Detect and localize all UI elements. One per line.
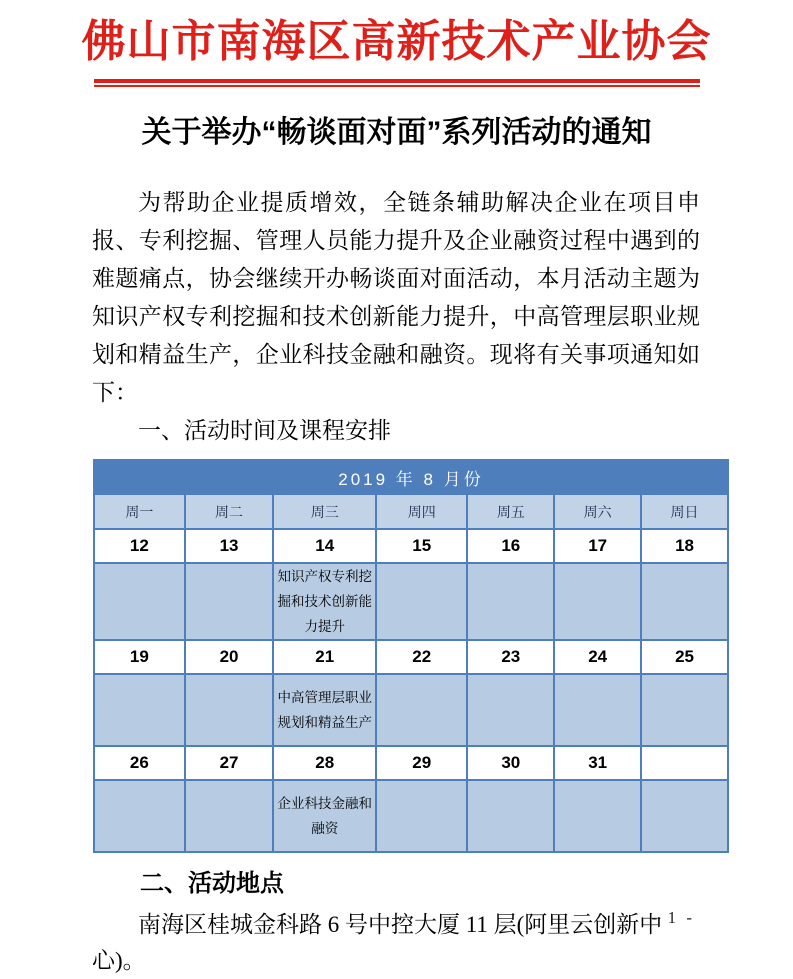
event-cell-empty xyxy=(641,674,728,746)
event-cell-empty xyxy=(641,563,728,640)
intro-paragraph: 为帮助企业提质增效，全链条辅助解决企业在项目申报、专利挖掘、管理人员能力提升及企业融资过程中遇到的难题痛点，协会继续开办畅谈面对面活动，本月活动主题为知识产权专利挖掘和技术创新能力提升，中高管理层职业规划和精益生产，企业科技金融和融资。现将有关事项通知如下： xyxy=(92,190,700,405)
weekday-header-wed: 周三 xyxy=(273,494,376,529)
event-cell-empty xyxy=(554,563,641,640)
event-cell-empty xyxy=(376,780,467,852)
weekday-header-fri: 周五 xyxy=(467,494,554,529)
event-cell-empty xyxy=(94,780,185,852)
date-cell: 20 xyxy=(185,640,274,674)
event-cell-empty xyxy=(376,674,467,746)
event-cell-empty xyxy=(467,563,554,640)
calendar-weekday-row xyxy=(94,494,728,529)
address-line: 南海区桂城金科路 6 号中控大厦 11 层(阿里云创新中心)。 xyxy=(92,912,663,973)
calendar-date-row-3 xyxy=(94,746,728,780)
date-cell: 24 xyxy=(554,640,641,674)
date-cell: 21 xyxy=(273,640,376,674)
date-cell: 28 xyxy=(273,746,376,780)
event-cell-empty xyxy=(185,674,274,746)
event-cell-empty xyxy=(554,674,641,746)
section-2-heading: 二、活动地点 xyxy=(140,870,284,897)
event-cell-week2-wednesday: 中高管理层职业规划和精益生产 xyxy=(273,674,376,746)
calendar-event-row-1 xyxy=(94,563,728,640)
date-cell: 12 xyxy=(94,529,185,563)
doc-title: 关于举办“畅谈面对面”系列活动的通知 xyxy=(141,116,652,149)
date-cell: 30 xyxy=(467,746,554,780)
date-cell: 16 xyxy=(467,529,554,563)
date-cell: 15 xyxy=(376,529,467,563)
event-cell-empty xyxy=(94,674,185,746)
date-cell: 18 xyxy=(641,529,728,563)
red-header-divider xyxy=(94,79,700,87)
calendar-date-row-2 xyxy=(94,640,728,674)
date-cell: 13 xyxy=(185,529,274,563)
event-cell-empty xyxy=(467,674,554,746)
date-cell: 27 xyxy=(185,746,274,780)
event-cell-empty xyxy=(185,780,274,852)
calendar-event-row-3 xyxy=(94,780,728,852)
weekday-header-sun: 周日 xyxy=(641,494,728,529)
calendar-event-row-2 xyxy=(94,674,728,746)
weekday-header-tue: 周二 xyxy=(185,494,274,529)
date-cell: 31 xyxy=(554,746,641,780)
event-cell-empty xyxy=(467,780,554,852)
calendar-title-row xyxy=(94,460,728,494)
weekday-header-sat: 周六 xyxy=(554,494,641,529)
section-1-heading: 一、活动时间及课程安排 xyxy=(138,418,391,443)
event-cell-empty xyxy=(185,563,274,640)
date-cell: 26 xyxy=(94,746,185,780)
event-cell-empty xyxy=(554,780,641,852)
date-cell: 17 xyxy=(554,529,641,563)
event-cell-empty xyxy=(376,563,467,640)
date-cell: 19 xyxy=(94,640,185,674)
date-cell: 29 xyxy=(376,746,467,780)
weekday-header-thu: 周四 xyxy=(376,494,467,529)
calendar-table xyxy=(93,459,729,853)
event-cell-empty xyxy=(641,780,728,852)
event-cell-week3-wednesday: 企业科技金融和融资 xyxy=(273,780,376,852)
date-cell: 14 xyxy=(273,529,376,563)
date-cell: 23 xyxy=(467,640,554,674)
weekday-header-mon: 周一 xyxy=(94,494,185,529)
calendar-month-title: 2019 年 8 月份 xyxy=(94,460,728,494)
date-cell-empty xyxy=(641,746,728,780)
calendar-date-row-1 xyxy=(94,529,728,563)
event-cell-week1-wednesday: 知识产权专利挖掘和技术创新能力提升 xyxy=(273,563,376,640)
event-cell-empty xyxy=(94,563,185,640)
page-number: - 1 - xyxy=(651,908,695,927)
date-cell: 22 xyxy=(376,640,467,674)
date-cell: 25 xyxy=(641,640,728,674)
org-title: 佛山市南海区高新技术产业协会 xyxy=(81,17,712,66)
